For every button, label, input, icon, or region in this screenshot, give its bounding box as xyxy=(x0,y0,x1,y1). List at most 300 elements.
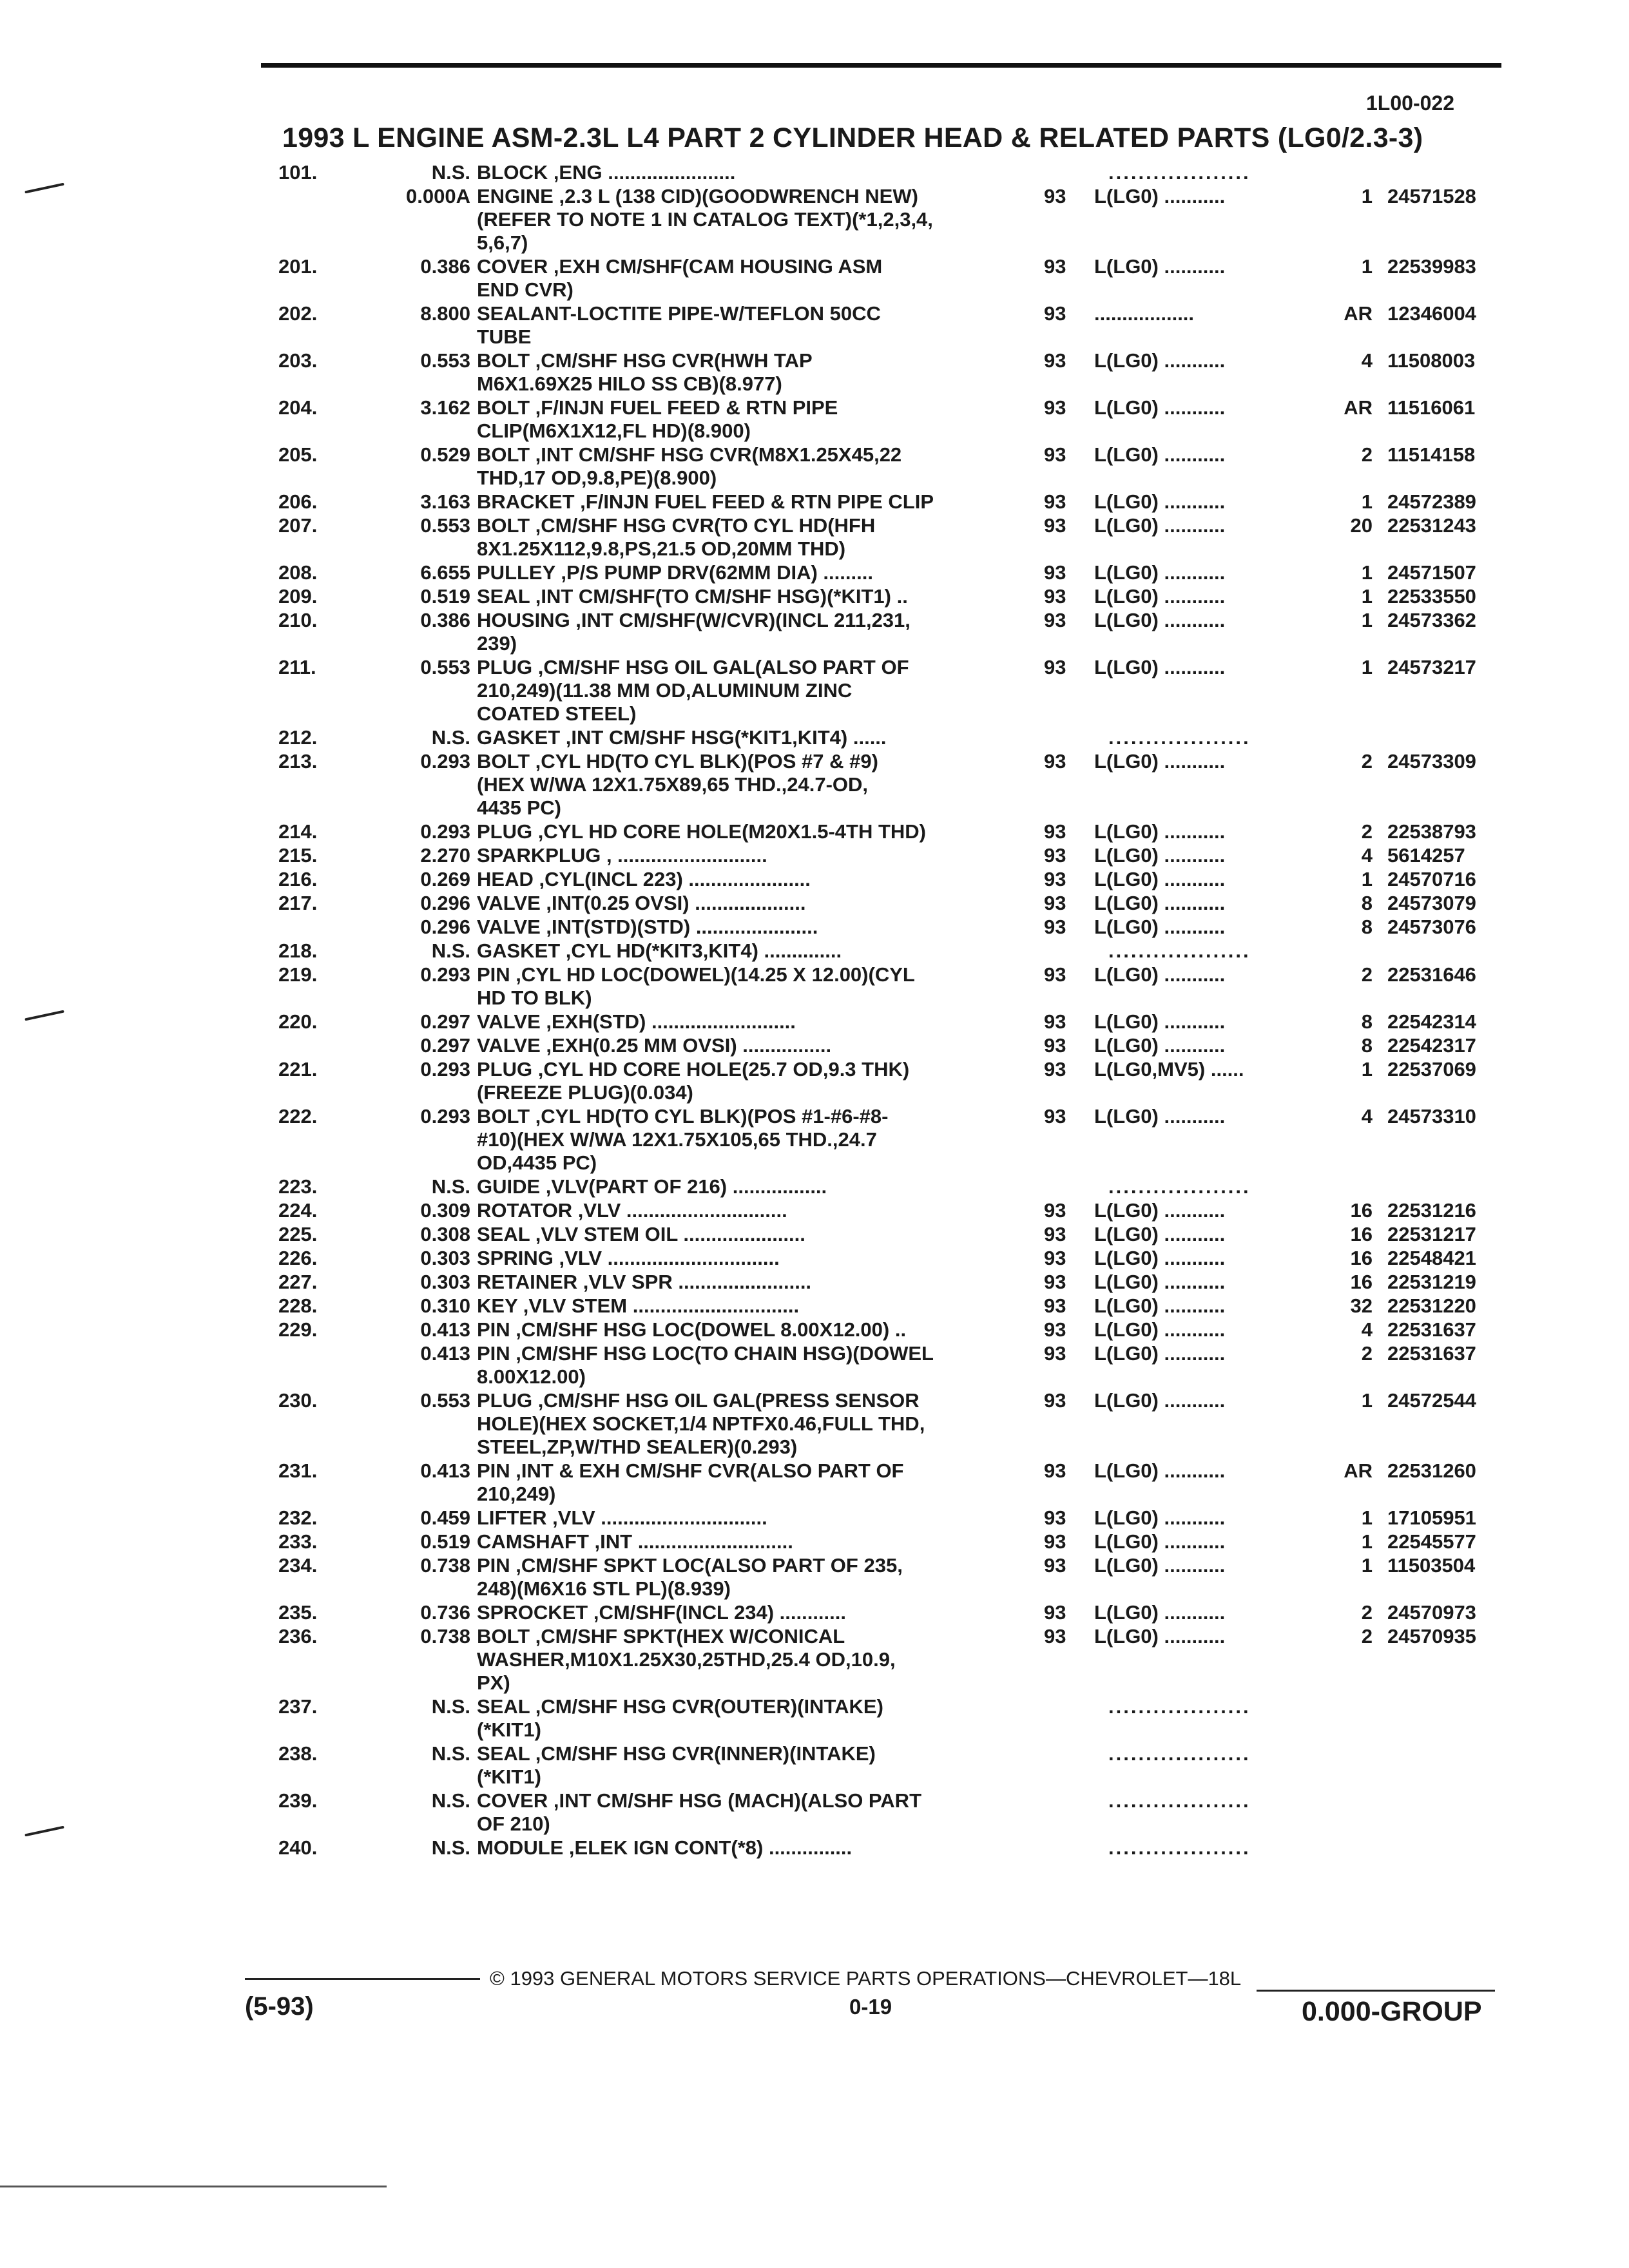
part-number: 22542317 xyxy=(1387,1034,1476,1057)
table-row xyxy=(271,1836,1508,1860)
figure-number: 213. xyxy=(278,750,318,773)
part-description: SEAL ,CM/SHF HSG CVR(OUTER)(INTAKE) (*KIT1) xyxy=(477,1695,883,1741)
quantity: 1 xyxy=(1361,1554,1373,1577)
section-number: 0.293 xyxy=(420,1058,470,1081)
figure-number: 232. xyxy=(278,1506,318,1529)
table-row xyxy=(271,1625,1508,1695)
section-number: 0.459 xyxy=(420,1506,470,1529)
figure-number: 217. xyxy=(278,892,318,914)
section-number: 3.162 xyxy=(420,396,470,419)
figure-number: 234. xyxy=(278,1554,318,1577)
model-code: L(LG0) ........... xyxy=(1094,514,1226,537)
model-year: 93 xyxy=(1044,443,1066,466)
model-code: L(LG0) ........... xyxy=(1094,1199,1226,1222)
page-title: 1993 L ENGINE ASM-2.3L L4 PART 2 CYLINDER HEAD & RELATED PARTS (LG0/2.3-3) xyxy=(282,122,1423,153)
model-year: 93 xyxy=(1044,1389,1066,1412)
figure-number: 229. xyxy=(278,1318,318,1341)
section-number: N.S. xyxy=(431,1695,470,1718)
model-code: L(LG0) ........... xyxy=(1094,1271,1226,1293)
footer-rule-left xyxy=(245,1978,480,1980)
part-number: 11503504 xyxy=(1387,1554,1476,1577)
table-row xyxy=(271,1742,1508,1789)
section-number: 0.296 xyxy=(420,916,470,938)
model-year: 93 xyxy=(1044,1318,1066,1341)
part-number: 5614257 xyxy=(1387,844,1465,867)
model-year: 93 xyxy=(1044,490,1066,513)
part-description: BOLT ,CYL HD(TO CYL BLK)(POS #1-#6-#8- #10)(HEX W/WA 12X1.75X105,65 THD.,24.7 OD,4435 PC) xyxy=(477,1105,889,1174)
model-year: 93 xyxy=(1044,1554,1066,1577)
model-year: 93 xyxy=(1044,585,1066,608)
model-code: L(LG0) ........... xyxy=(1094,1342,1226,1365)
model-code: L(LG0) ........... xyxy=(1094,1389,1226,1412)
scan-mark xyxy=(24,183,64,194)
table-row xyxy=(271,1058,1508,1104)
part-description: COVER ,EXH CM/SHF(CAM HOUSING ASM END CVR) xyxy=(477,255,883,301)
table-row xyxy=(271,1294,1508,1318)
part-number: 24573309 xyxy=(1387,750,1476,773)
table-row xyxy=(271,1389,1508,1459)
section-number: 0.293 xyxy=(420,750,470,773)
table-row xyxy=(271,490,1508,514)
part-number: 22545577 xyxy=(1387,1530,1476,1553)
figure-number: 218. xyxy=(278,939,318,962)
part-number: 24572544 xyxy=(1387,1389,1476,1412)
quantity: 1 xyxy=(1361,656,1373,678)
part-description: BOLT ,CM/SHF HSG CVR(HWH TAP M6X1.69X25 HILO SS CB)(8.977) xyxy=(477,349,813,395)
part-number: 24570716 xyxy=(1387,868,1476,890)
model-year: 93 xyxy=(1044,1223,1066,1245)
quantity: AR xyxy=(1344,302,1373,325)
part-number: 22531646 xyxy=(1387,963,1476,986)
model-code: L(LG0,MV5) ...... xyxy=(1094,1058,1244,1081)
quantity: 1 xyxy=(1361,1530,1373,1553)
table-row xyxy=(271,514,1508,561)
quantity: 8 xyxy=(1361,892,1373,914)
quantity: 4 xyxy=(1361,1105,1373,1128)
figure-number: 219. xyxy=(278,963,318,986)
figure-number: 210. xyxy=(278,609,318,631)
model-code: L(LG0) ........... xyxy=(1094,1034,1226,1057)
model-year: 93 xyxy=(1044,1625,1066,1648)
table-row xyxy=(271,820,1508,843)
model-year: 93 xyxy=(1044,1459,1066,1482)
figure-number: 203. xyxy=(278,349,318,372)
part-number: 24572389 xyxy=(1387,490,1476,513)
table-row xyxy=(271,1199,1508,1222)
table-row xyxy=(271,1271,1508,1294)
section-number: 0.413 xyxy=(420,1342,470,1365)
part-number: 22538793 xyxy=(1387,820,1476,843)
model-code: L(LG0) ........... xyxy=(1094,396,1226,419)
leader-dots: ................... xyxy=(1108,1789,1251,1812)
scan-mark xyxy=(24,1826,64,1837)
quantity: 4 xyxy=(1361,1318,1373,1341)
model-code: L(LG0) ........... xyxy=(1094,1554,1226,1577)
model-code: L(LG0) ........... xyxy=(1094,490,1226,513)
figure-number: 224. xyxy=(278,1199,318,1222)
model-code: L(LG0) ........... xyxy=(1094,844,1226,867)
table-row xyxy=(271,1175,1508,1198)
model-code: L(LG0) ........... xyxy=(1094,1459,1226,1482)
part-number: 22531220 xyxy=(1387,1294,1476,1317)
page-code: 1L00-022 xyxy=(1366,91,1454,115)
table-row xyxy=(271,868,1508,891)
model-year: 93 xyxy=(1044,820,1066,843)
part-number: 11514158 xyxy=(1387,443,1476,466)
section-number: 0.736 xyxy=(420,1601,470,1624)
model-code: L(LG0) ........... xyxy=(1094,1105,1226,1128)
section-number: 2.270 xyxy=(420,844,470,867)
part-number: 22531219 xyxy=(1387,1271,1476,1293)
table-row xyxy=(271,1034,1508,1057)
part-description: SPROCKET ,CM/SHF(INCL 234) ............ xyxy=(477,1601,847,1624)
part-number: 11516061 xyxy=(1387,396,1476,419)
figure-number: 221. xyxy=(278,1058,318,1081)
part-description: PULLEY ,P/S PUMP DRV(62MM DIA) ......... xyxy=(477,561,873,584)
quantity: 1 xyxy=(1361,561,1373,584)
part-number: 22548421 xyxy=(1387,1247,1476,1269)
quantity: 2 xyxy=(1361,1601,1373,1624)
part-description: BOLT ,F/INJN FUEL FEED & RTN PIPE CLIP(M6X1X12,FL HD)(8.900) xyxy=(477,396,838,442)
part-description: COVER ,INT CM/SHF HSG (MACH)(ALSO PART OF 210) xyxy=(477,1789,922,1835)
model-code: L(LG0) ........... xyxy=(1094,1223,1226,1245)
section-number: 0.738 xyxy=(420,1625,470,1648)
leader-dots: ................... xyxy=(1108,1695,1251,1718)
model-code: L(LG0) ........... xyxy=(1094,255,1226,278)
quantity: 20 xyxy=(1350,514,1373,537)
scan-mark xyxy=(24,1010,64,1021)
section-number: 0.000A xyxy=(406,185,470,207)
part-description: BOLT ,CM/SHF HSG CVR(TO CYL HD(HFH 8X1.25X112,9.8,PS,21.5 OD,20MM THD) xyxy=(477,514,876,560)
part-description: SEAL ,CM/SHF HSG CVR(INNER)(INTAKE) (*KIT1) xyxy=(477,1742,876,1788)
part-number: 12346004 xyxy=(1387,302,1476,325)
model-year: 93 xyxy=(1044,844,1066,867)
part-description: HEAD ,CYL(INCL 223) ...................... xyxy=(477,868,811,890)
model-code: L(LG0) ........... xyxy=(1094,1010,1226,1033)
quantity: 1 xyxy=(1361,585,1373,608)
model-code: L(LG0) ........... xyxy=(1094,443,1226,466)
quantity: 4 xyxy=(1361,349,1373,372)
table-row xyxy=(271,939,1508,963)
model-year: 93 xyxy=(1044,656,1066,678)
part-number: 24573217 xyxy=(1387,656,1476,678)
figure-number: 204. xyxy=(278,396,318,419)
model-year: 93 xyxy=(1044,1199,1066,1222)
figure-number: 208. xyxy=(278,561,318,584)
part-description: PLUG ,CM/SHF HSG OIL GAL(PRESS SENSOR HOLE)(HEX SOCKET,1/4 NPTFX0.46,FULL THD, STEEL,ZP,W/THD SEALER)(0.293) xyxy=(477,1389,925,1458)
model-year: 93 xyxy=(1044,1105,1066,1128)
figure-number: 230. xyxy=(278,1389,318,1412)
leader-dots: ................... xyxy=(1108,161,1251,184)
part-description: VALVE ,EXH(0.25 MM OVSI) ................ xyxy=(477,1034,832,1057)
quantity: 16 xyxy=(1350,1271,1373,1293)
quantity: 1 xyxy=(1361,1506,1373,1529)
table-row xyxy=(271,349,1508,396)
section-number: 0.386 xyxy=(420,609,470,631)
section-number: N.S. xyxy=(431,1836,470,1859)
table-row xyxy=(271,561,1508,584)
model-code: L(LG0) ........... xyxy=(1094,1318,1226,1341)
part-description: BOLT ,CYL HD(TO CYL BLK)(POS #7 & #9) (HEX W/WA 12X1.75X89,65 THD.,24.7-OD, 4435 PC) xyxy=(477,750,878,819)
section-number: 0.269 xyxy=(420,868,470,890)
quantity: 8 xyxy=(1361,916,1373,938)
section-number: 0.310 xyxy=(420,1294,470,1317)
leader-dots: ................... xyxy=(1108,1742,1251,1765)
table-row xyxy=(271,609,1508,655)
table-row xyxy=(271,1695,1508,1742)
footer-copyright: © 1993 GENERAL MOTORS SERVICE PARTS OPERATIONS—CHEVROLET—18L xyxy=(490,1967,1242,1990)
table-row xyxy=(271,161,1508,184)
table-row xyxy=(271,1223,1508,1246)
section-number: 0.386 xyxy=(420,255,470,278)
table-row xyxy=(271,844,1508,867)
table-row xyxy=(271,1459,1508,1506)
part-description: ROTATOR ,VLV ............................. xyxy=(477,1199,787,1222)
model-code: L(LG0) ........... xyxy=(1094,1530,1226,1553)
part-number: 22542314 xyxy=(1387,1010,1476,1033)
section-number: 0.413 xyxy=(420,1459,470,1482)
model-code: L(LG0) ........... xyxy=(1094,1506,1226,1529)
figure-number: 227. xyxy=(278,1271,318,1293)
section-number: N.S. xyxy=(431,726,470,749)
table-row xyxy=(271,1506,1508,1530)
part-number: 24570973 xyxy=(1387,1601,1476,1624)
quantity: 2 xyxy=(1361,1342,1373,1365)
figure-number: 222. xyxy=(278,1105,318,1128)
figure-number: 214. xyxy=(278,820,318,843)
model-year: 93 xyxy=(1044,255,1066,278)
section-number: 0.293 xyxy=(420,1105,470,1128)
section-number: 0.303 xyxy=(420,1247,470,1269)
model-year: 93 xyxy=(1044,561,1066,584)
section-number: 0.553 xyxy=(420,349,470,372)
part-number: 24573310 xyxy=(1387,1105,1476,1128)
scan-bottom-rule xyxy=(0,2186,387,2187)
part-number: 22531637 xyxy=(1387,1318,1476,1341)
model-code: L(LG0) ........... xyxy=(1094,561,1226,584)
model-year: 93 xyxy=(1044,349,1066,372)
part-number: 24570935 xyxy=(1387,1625,1476,1648)
table-row xyxy=(271,1010,1508,1033)
figure-number: 226. xyxy=(278,1247,318,1269)
quantity: 8 xyxy=(1361,1034,1373,1057)
model-year: 93 xyxy=(1044,514,1066,537)
model-year: 93 xyxy=(1044,1342,1066,1365)
part-number: 24573362 xyxy=(1387,609,1476,631)
table-row xyxy=(271,726,1508,749)
model-year: 93 xyxy=(1044,868,1066,890)
part-description: PIN ,CM/SHF SPKT LOC(ALSO PART OF 235, 248)(M6X16 STL PL)(8.939) xyxy=(477,1554,903,1600)
section-number: 0.413 xyxy=(420,1318,470,1341)
section-number: N.S. xyxy=(431,939,470,962)
section-number: 8.800 xyxy=(420,302,470,325)
figure-number: 211. xyxy=(278,656,316,678)
figure-number: 215. xyxy=(278,844,318,867)
model-year: 93 xyxy=(1044,1601,1066,1624)
table-row xyxy=(271,443,1508,490)
figure-number: 212. xyxy=(278,726,318,749)
quantity: 16 xyxy=(1350,1223,1373,1245)
section-number: 0.529 xyxy=(420,443,470,466)
figure-number: 201. xyxy=(278,255,318,278)
quantity: 2 xyxy=(1361,963,1373,986)
section-number: N.S. xyxy=(431,1789,470,1812)
model-code: L(LG0) ........... xyxy=(1094,1294,1226,1317)
quantity: 1 xyxy=(1361,255,1373,278)
model-year: 93 xyxy=(1044,1034,1066,1057)
figure-number: 206. xyxy=(278,490,318,513)
figure-number: 220. xyxy=(278,1010,318,1033)
footer-rule-right xyxy=(1257,1990,1495,1992)
table-row xyxy=(271,302,1508,349)
leader-dots: ................... xyxy=(1108,1175,1251,1198)
model-code: L(LG0) ........... xyxy=(1094,1601,1226,1624)
section-number: 0.296 xyxy=(420,892,470,914)
part-number: 24573076 xyxy=(1387,916,1476,938)
table-row xyxy=(271,1342,1508,1389)
part-number: 24571507 xyxy=(1387,561,1476,584)
section-number: 0.293 xyxy=(420,963,470,986)
table-row xyxy=(271,1601,1508,1624)
section-number: 0.738 xyxy=(420,1554,470,1577)
section-number: N.S. xyxy=(431,1742,470,1765)
section-number: N.S. xyxy=(431,1175,470,1198)
quantity: 2 xyxy=(1361,820,1373,843)
part-description: MODULE ,ELEK IGN CONT(*8) ............... xyxy=(477,1836,853,1859)
model-year: 93 xyxy=(1044,750,1066,773)
section-number: 0.308 xyxy=(420,1223,470,1245)
part-description: VALVE ,EXH(STD) .......................... xyxy=(477,1010,796,1033)
part-number: 22533550 xyxy=(1387,585,1476,608)
part-number: 22531260 xyxy=(1387,1459,1476,1482)
part-description: PLUG ,CM/SHF HSG OIL GAL(ALSO PART OF 210,249)(11.38 MM OD,ALUMINUM ZINC COATED STEEL) xyxy=(477,656,909,725)
part-number: 22531637 xyxy=(1387,1342,1476,1365)
model-code: L(LG0) ........... xyxy=(1094,1247,1226,1269)
part-number: 22531216 xyxy=(1387,1199,1476,1222)
quantity: 2 xyxy=(1361,443,1373,466)
part-description: VALVE ,INT(STD)(STD) ...................... xyxy=(477,916,818,938)
part-number: 22537069 xyxy=(1387,1058,1476,1081)
quantity: 1 xyxy=(1361,609,1373,631)
figure-number: 101. xyxy=(278,161,318,184)
model-code: L(LG0) ........... xyxy=(1094,963,1226,986)
figure-number: 202. xyxy=(278,302,318,325)
model-code: L(LG0) ........... xyxy=(1094,916,1226,938)
section-number: 0.519 xyxy=(420,1530,470,1553)
figure-number: 236. xyxy=(278,1625,318,1648)
model-year: 93 xyxy=(1044,1294,1066,1317)
model-year: 93 xyxy=(1044,1530,1066,1553)
part-number: 22539983 xyxy=(1387,255,1476,278)
model-code: L(LG0) ........... xyxy=(1094,820,1226,843)
quantity: 16 xyxy=(1350,1247,1373,1269)
quantity: 2 xyxy=(1361,1625,1373,1648)
model-code: L(LG0) ........... xyxy=(1094,750,1226,773)
quantity: 4 xyxy=(1361,844,1373,867)
part-description: KEY ,VLV STEM .............................. xyxy=(477,1294,800,1317)
quantity: 8 xyxy=(1361,1010,1373,1033)
model-year: 93 xyxy=(1044,916,1066,938)
part-description: SEALANT-LOCTITE PIPE-W/TEFLON 50CC TUBE xyxy=(477,302,881,348)
leader-dots: ................... xyxy=(1108,939,1251,962)
table-row xyxy=(271,1318,1508,1341)
part-number: 22531243 xyxy=(1387,514,1476,537)
model-year: 93 xyxy=(1044,1247,1066,1269)
model-code: L(LG0) ........... xyxy=(1094,1625,1226,1648)
section-number: 6.655 xyxy=(420,561,470,584)
part-number: 17105951 xyxy=(1387,1506,1476,1529)
figure-number: 225. xyxy=(278,1223,318,1245)
revision-date: (5-93) xyxy=(245,1992,314,2021)
model-code: L(LG0) ........... xyxy=(1094,868,1226,890)
table-row xyxy=(271,963,1508,1010)
model-code: .................. xyxy=(1094,302,1195,325)
part-description: PIN ,CM/SHF HSG LOC(TO CHAIN HSG)(DOWEL 8.00X12.00) xyxy=(477,1342,934,1388)
model-code: L(LG0) ........... xyxy=(1094,185,1226,207)
figure-number: 233. xyxy=(278,1530,318,1553)
figure-number: 240. xyxy=(278,1836,318,1859)
part-description: PIN ,CM/SHF HSG LOC(DOWEL 8.00X12.00) .. xyxy=(477,1318,907,1341)
model-year: 93 xyxy=(1044,1506,1066,1529)
section-number: 0.309 xyxy=(420,1199,470,1222)
model-code: L(LG0) ........... xyxy=(1094,656,1226,678)
section-number: 3.163 xyxy=(420,490,470,513)
leader-dots: ................... xyxy=(1108,1836,1251,1859)
section-number: 0.293 xyxy=(420,820,470,843)
part-description: CAMSHAFT ,INT ............................ xyxy=(477,1530,793,1553)
figure-number: 209. xyxy=(278,585,318,608)
part-description: BOLT ,INT CM/SHF HSG CVR(M8X1.25X45,22 THD,17 OD,9.8,PE)(8.900) xyxy=(477,443,902,489)
quantity: 1 xyxy=(1361,185,1373,207)
part-description: BLOCK ,ENG ....................... xyxy=(477,161,736,184)
model-year: 93 xyxy=(1044,302,1066,325)
table-row xyxy=(271,916,1508,939)
figure-number: 223. xyxy=(278,1175,318,1198)
model-code: L(LG0) ........... xyxy=(1094,349,1226,372)
part-description: PIN ,CYL HD LOC(DOWEL)(14.25 X 12.00)(CYL HD TO BLK) xyxy=(477,963,915,1009)
parts-table xyxy=(271,161,1508,1860)
header-rule xyxy=(261,63,1501,68)
part-description: VALVE ,INT(0.25 OVSI) .................... xyxy=(477,892,806,914)
quantity: AR xyxy=(1344,1459,1373,1482)
figure-number: 216. xyxy=(278,868,318,890)
section-number: 0.553 xyxy=(420,1389,470,1412)
section-number: 0.297 xyxy=(420,1010,470,1033)
part-number: 24571528 xyxy=(1387,185,1476,207)
part-description: RETAINER ,VLV SPR ........................ xyxy=(477,1271,812,1293)
part-description: HOUSING ,INT CM/SHF(W/CVR)(INCL 211,231, 239) xyxy=(477,609,911,655)
quantity: 32 xyxy=(1350,1294,1373,1317)
figure-number: 231. xyxy=(278,1459,318,1482)
figure-number: 228. xyxy=(278,1294,318,1317)
quantity: 16 xyxy=(1350,1199,1373,1222)
section-number: 0.553 xyxy=(420,656,470,678)
model-year: 93 xyxy=(1044,396,1066,419)
model-year: 93 xyxy=(1044,1271,1066,1293)
part-description: BRACKET ,F/INJN FUEL FEED & RTN PIPE CLIP xyxy=(477,490,934,513)
part-description: GASKET ,CYL HD(*KIT3,KIT4) .............. xyxy=(477,939,842,962)
model-year: 93 xyxy=(1044,1058,1066,1081)
figure-number: 237. xyxy=(278,1695,318,1718)
part-description: BOLT ,CM/SHF SPKT(HEX W/CONICAL WASHER,M10X1.25X30,25THD,25.4 OD,10.9, PX) xyxy=(477,1625,896,1694)
quantity: 1 xyxy=(1361,868,1373,890)
model-code: L(LG0) ........... xyxy=(1094,585,1226,608)
model-year: 93 xyxy=(1044,609,1066,631)
section-number: 0.553 xyxy=(420,514,470,537)
part-description: LIFTER ,VLV .............................. xyxy=(477,1506,767,1529)
table-row xyxy=(271,1530,1508,1553)
part-description: SEAL ,VLV STEM OIL ...................... xyxy=(477,1223,805,1245)
